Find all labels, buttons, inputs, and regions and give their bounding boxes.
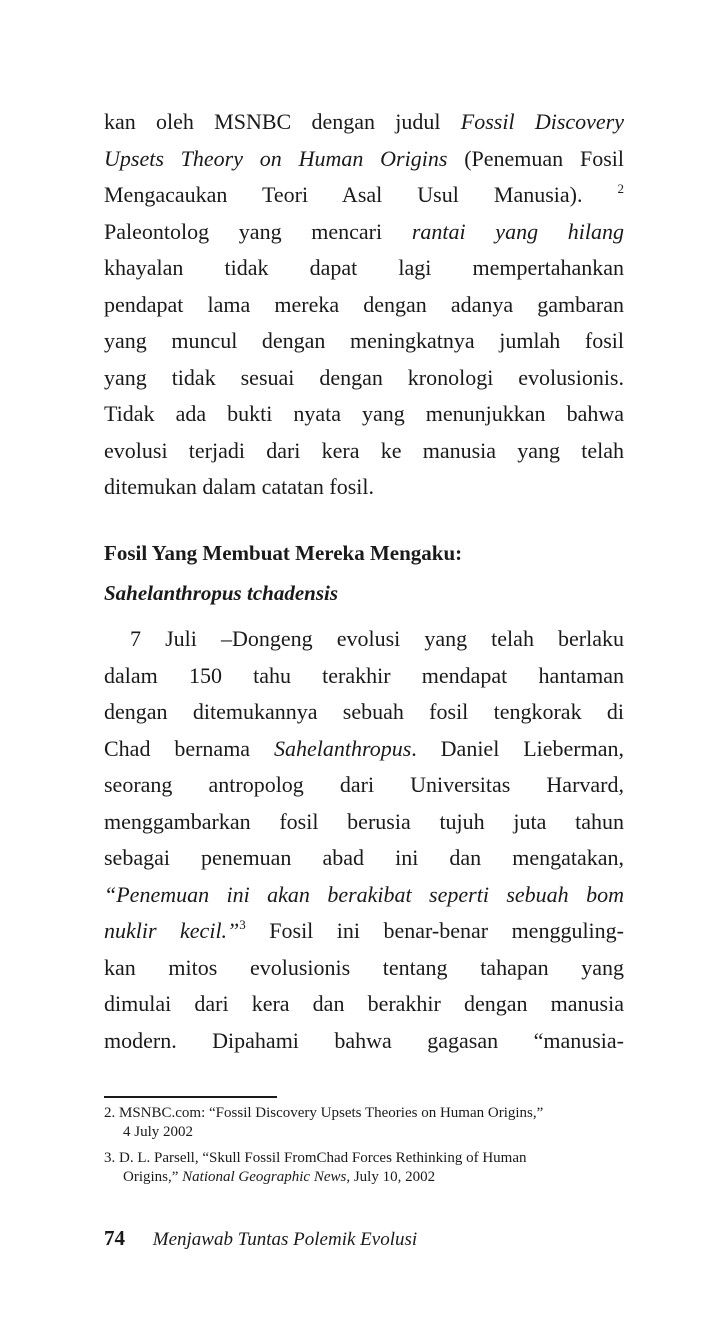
footnote-line: 4 July 2002 (123, 1124, 194, 1140)
text-line: yang muncul dengan meningkatnya jumlah fosil (104, 328, 624, 353)
footnote-line: 3. D. L. Parsell, “Skull Fossil FromChad Forces Rethinking of Human (104, 1150, 527, 1166)
footnote-line: Origins,” National Geographic News, July 10, 2002 (123, 1169, 436, 1185)
text-line: dalam 150 tahu terakhir mendapat hantaman (104, 662, 624, 688)
text-line: Mengacaukan Teori Asal Usul Manusia). $^2$ (104, 181, 624, 207)
text-line: yang tidak sesuai dengan kronologi evolusionis. (104, 364, 624, 390)
text-line: evolusi terjadi dari kera ke manusia yang telah (104, 437, 624, 463)
book-title: Menjawab Tuntas Polemik Evolusi (152, 1229, 418, 1250)
footnote-marker: 2 (617, 181, 624, 196)
text-line: pendapat lama mereka dengan adanya gambaran (104, 291, 624, 317)
text-line: ditemukan dalam catatan fosil. (104, 474, 375, 499)
text-line: dimulai dari kera dan berakhir dengan manusia (104, 991, 624, 1016)
text-line: menggambarkan fosil berusia tujuh juta tahun (104, 808, 624, 834)
text-line: dengan ditemukannya sebuah fosil tengkorak di (104, 699, 624, 724)
section-heading: Fosil Yang Membuat Mereka Mengaku: (104, 541, 463, 565)
page-footer (104, 1226, 417, 1251)
text-line: “Penemuan ini akan berakibat seperti sebuah bom (104, 881, 624, 907)
footnote-line: 2. MSNBC.com: “Fossil Discovery Upsets Theories on Human Origins,” (104, 1105, 544, 1121)
text-line: 7 Juli –Dongeng evolusi yang telah berlaku (130, 626, 624, 651)
footnote-rule (104, 1096, 277, 1098)
text-line: nuklir kecil.”$^3$ Fosil ini benar-benar mengguling- (104, 917, 624, 943)
text-line: kan mitos evolusionis tentang tahapan yang (104, 954, 624, 980)
section-subheading: Sahelanthropus tchadensis (104, 581, 338, 605)
text-line: seorang antropolog dari Universitas Harvard, (104, 772, 624, 797)
text-line: Tidak ada bukti nyata yang menunjukkan bahwa (104, 401, 624, 426)
text-line: Chad bernama Sahelanthropus. Daniel Lieberman, (104, 735, 624, 761)
text-line: Paleontolog yang mencari rantai yang hilang (104, 218, 624, 244)
text-line: khayalan tidak dapat lagi mempertahankan (104, 255, 624, 280)
text-line: sebagai penemuan abad ini dan mengatakan, (104, 845, 624, 870)
footnote-marker: 3 (239, 917, 246, 932)
text-line: kan oleh MSNBC dengan judul Fossil Discovery (104, 109, 624, 134)
text-line: modern. Dipahami bahwa gagasan “manusia- (104, 1027, 624, 1053)
page-number: 74 (104, 1226, 125, 1250)
text-line: Upsets Theory on Human Origins (Penemuan Fosil (104, 145, 624, 171)
